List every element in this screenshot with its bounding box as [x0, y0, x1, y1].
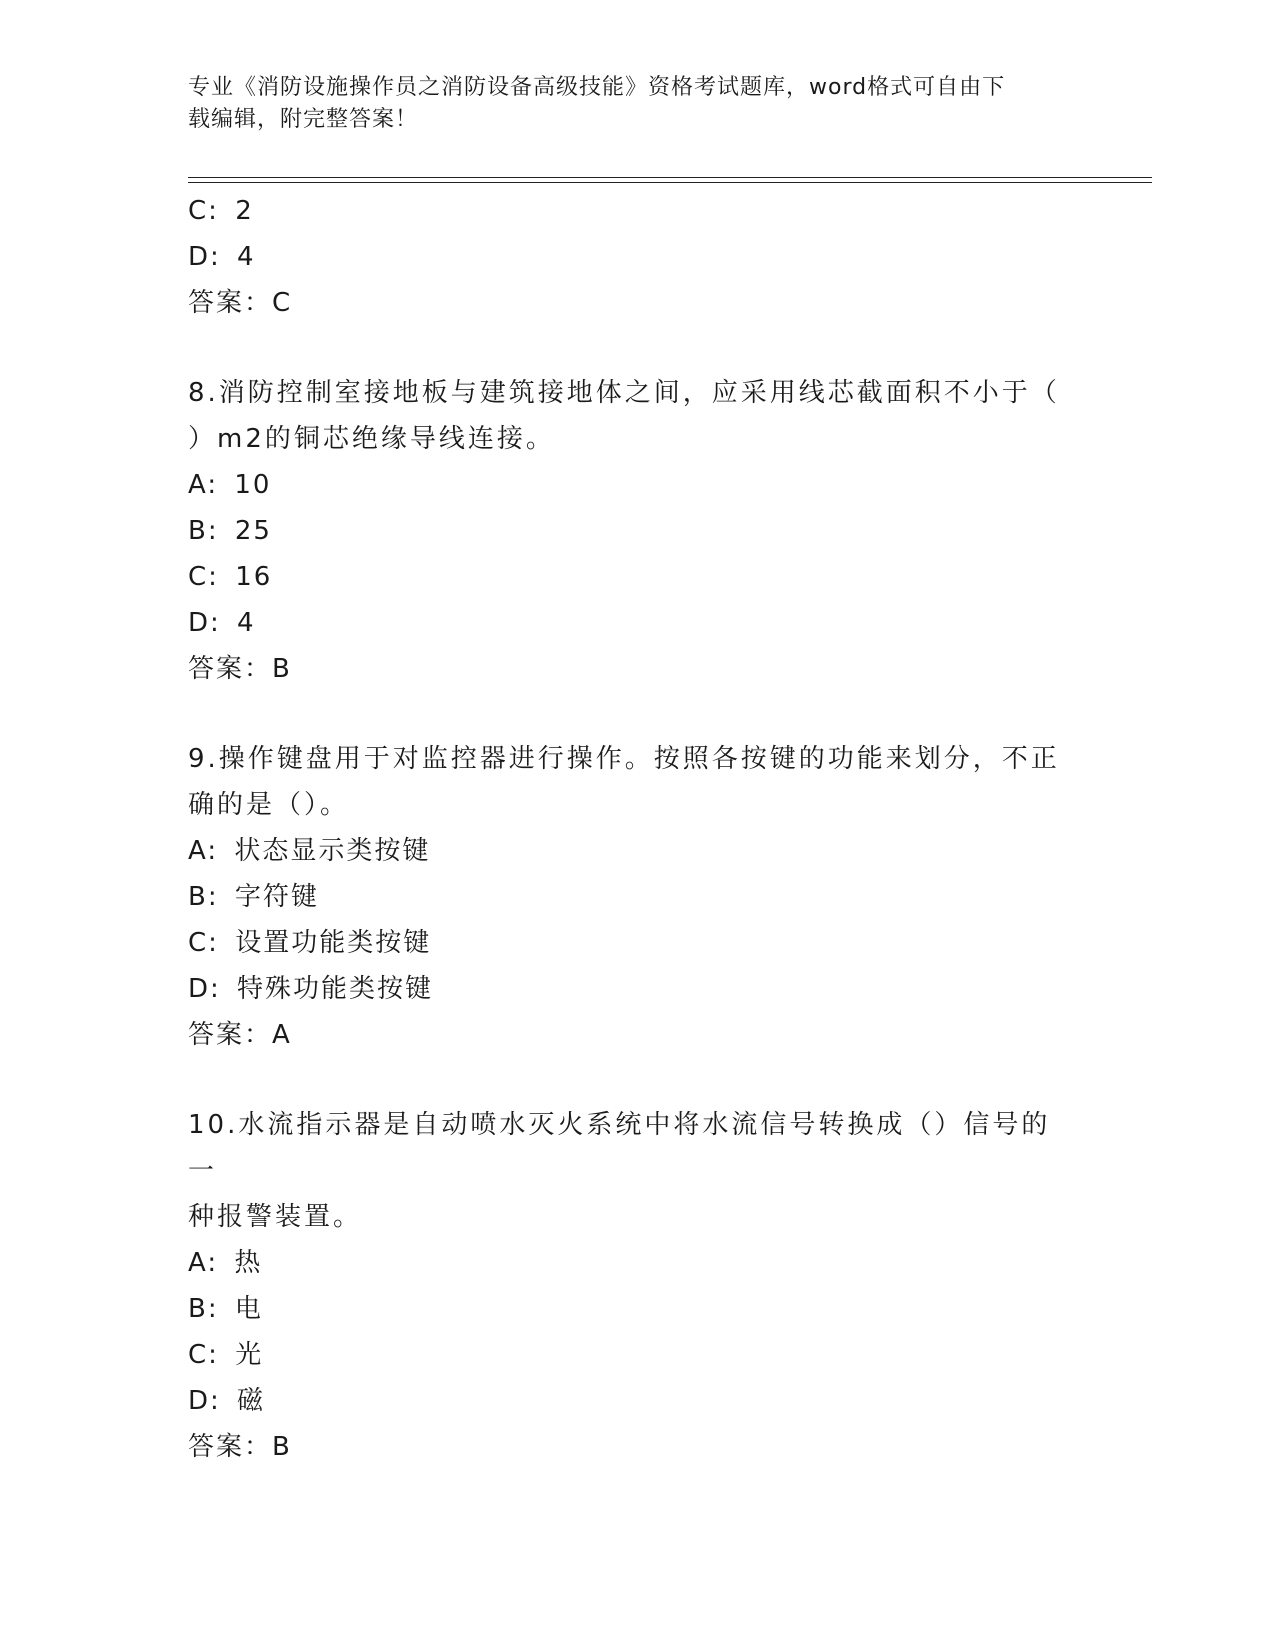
option-text: 状态显示类按键 — [234, 836, 431, 866]
option-b: B: 电 — [188, 1294, 263, 1324]
question-text: 9.操作键盘用于对监控器进行操作。按照各按键的功能来划分，不正 确的是（）。 — [188, 744, 1060, 820]
option-c: C: 2 — [188, 196, 254, 226]
header-title-line-2: 载编辑，附完整答案！ — [188, 107, 419, 132]
option-text: 光 — [235, 1340, 264, 1370]
question-9 — [188, 736, 1088, 1058]
option-c: C: 光 — [188, 1340, 264, 1370]
header-divider-bottom — [188, 182, 1152, 183]
document-header — [188, 72, 1068, 136]
option-a: A: 状态显示类按键 — [188, 836, 431, 866]
option-d: D: 4 — [188, 242, 256, 272]
option-text: 4 — [237, 608, 256, 638]
option-text: 特殊功能类按键 — [237, 974, 434, 1004]
partial-question — [188, 188, 1088, 326]
option-text: 字符键 — [234, 882, 319, 912]
option-c: C: 设置功能类按键 — [188, 928, 432, 958]
option-d: D: 特殊功能类按键 — [188, 974, 434, 1004]
option-text: 磁 — [237, 1386, 266, 1416]
option-text: 热 — [234, 1248, 263, 1278]
option-text: 4 — [237, 242, 256, 272]
answer-line: 答案：B — [188, 654, 292, 684]
option-text: 电 — [234, 1294, 263, 1324]
answer-line: 答案：A — [188, 1020, 292, 1050]
question-10 — [188, 1102, 1088, 1470]
question-8 — [188, 370, 1088, 692]
option-a: A: 10 — [188, 470, 272, 500]
option-text: 10 — [234, 470, 272, 500]
header-title-line-1: 专业《消防设施操作员之消防设备高级技能》资格考试题库，word格式可自由下 — [188, 75, 1006, 100]
option-text: 16 — [235, 562, 273, 592]
option-a: A: 热 — [188, 1248, 263, 1278]
option-b: B: 字符键 — [188, 882, 319, 912]
question-list — [188, 188, 1088, 1470]
option-c: C: 16 — [188, 562, 273, 592]
question-text: 10.水流指示器是自动喷水灭火系统中将水流信号转换成（）信号的一 种报警装置。 — [188, 1110, 1051, 1232]
question-text: 8.消防控制室接地板与建筑接地体之间，应采用线芯截面积不小于（ ）m2的铜芯绝缘导线连接。 — [188, 378, 1060, 454]
option-text: 设置功能类按键 — [235, 928, 432, 958]
option-text: 2 — [235, 196, 254, 226]
option-d: D: 磁 — [188, 1386, 266, 1416]
answer-line: 答案：C — [188, 288, 293, 318]
option-b: B: 25 — [188, 516, 272, 546]
answer-line: 答案：B — [188, 1432, 292, 1462]
header-divider-top — [188, 177, 1152, 178]
option-text: 25 — [234, 516, 272, 546]
option-d: D: 4 — [188, 608, 256, 638]
